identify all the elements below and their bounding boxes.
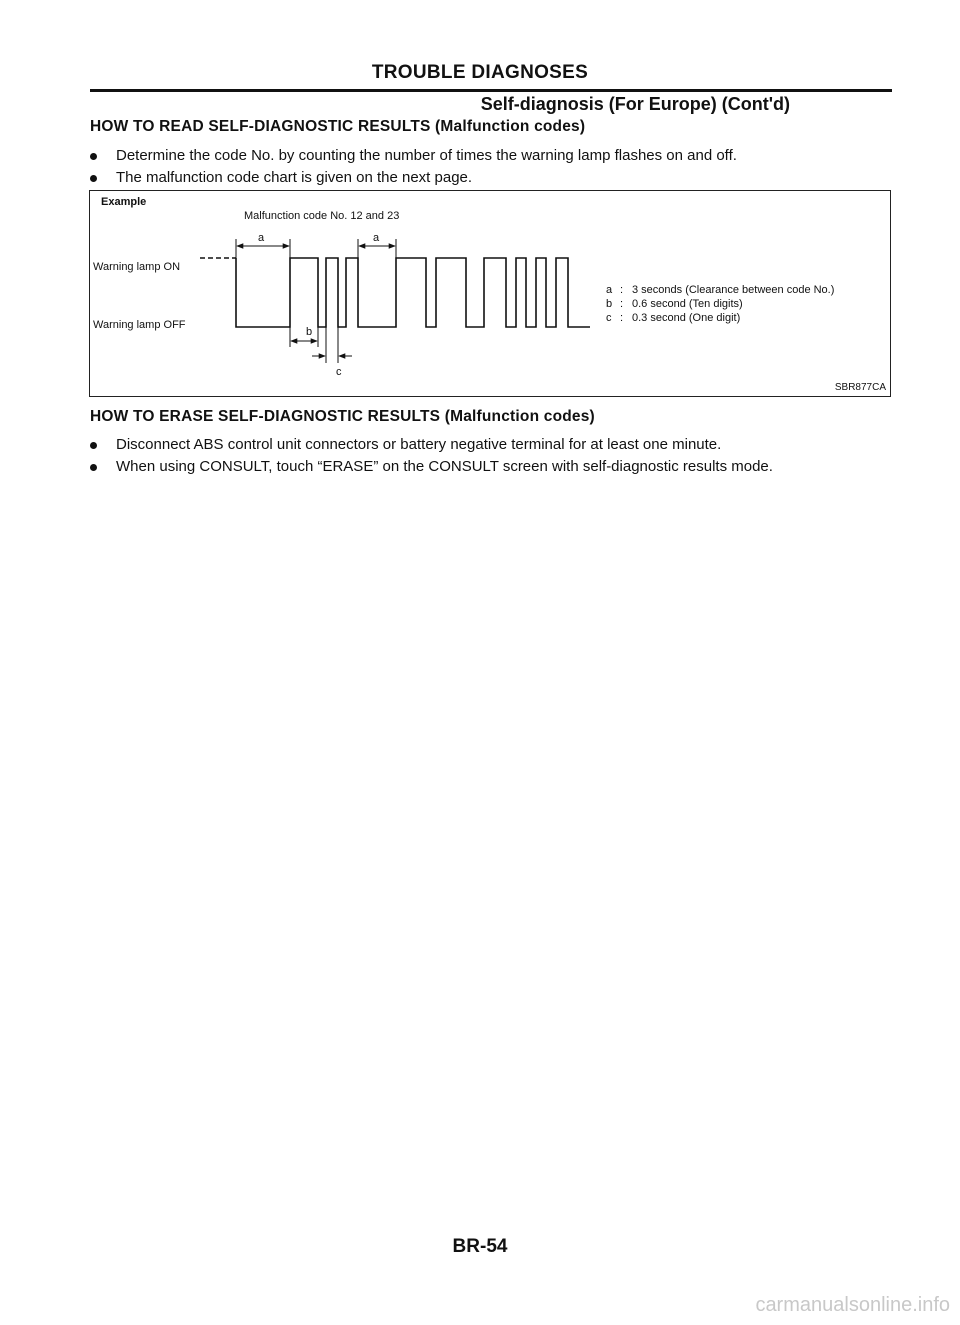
read-results-heading: HOW TO READ SELF-DIAGNOSTIC RESULTS (Malfunction codes) (90, 118, 586, 135)
bullet-icon (90, 153, 97, 160)
warning-lamp-diagram (90, 191, 892, 398)
legend-text: 0.6 second (Ten digits) (632, 298, 743, 310)
list-item (90, 167, 737, 189)
erase-results-heading: HOW TO ERASE SELF-DIAGNOSTIC RESULTS (Malfunction codes) (90, 408, 595, 425)
page-title: TROUBLE DIAGNOSES (371, 62, 589, 83)
page-number: BR-54 (452, 1236, 508, 1257)
bullet-text: The malfunction code chart is given on the next page. (116, 169, 473, 186)
list-item (90, 434, 773, 456)
marker-a-label: a (373, 232, 380, 244)
read-results-bullets (90, 145, 737, 189)
legend-text: 3 seconds (Clearance between code No.) (632, 284, 835, 296)
lamp-off-label: Warning lamp OFF (93, 319, 186, 331)
bullet-icon (90, 442, 97, 449)
signal-waveform (236, 258, 590, 327)
bullet-icon (90, 464, 97, 471)
bullet-text: Disconnect ABS control unit connectors or battery negative terminal for at least one minute. (116, 436, 722, 453)
title-rule (90, 89, 892, 92)
legend-text: 0.3 second (One digit) (632, 312, 741, 324)
figure-legend (606, 284, 834, 324)
section-subtitle: Self-diagnosis (For Europe) (Cont'd) (480, 94, 790, 114)
list-item (90, 456, 773, 478)
figure-id: SBR877CA (834, 382, 886, 393)
marker-c-label: c (336, 366, 342, 378)
bullet-text: When using CONSULT, touch “ERASE” on the CONSULT screen with self-diagnostic results mode. (116, 458, 773, 475)
example-label: Example (101, 196, 147, 208)
lamp-on-label: Warning lamp ON (93, 261, 181, 273)
legend-separator: : (620, 298, 624, 310)
list-item (90, 145, 737, 167)
figure-caption: Malfunction code No. 12 and 23 (244, 210, 400, 222)
marker-b-label: b (306, 326, 313, 338)
erase-results-bullets (90, 434, 773, 478)
legend-key: a (606, 284, 613, 296)
legend-key: c (606, 312, 612, 324)
bullet-icon (90, 175, 97, 182)
legend-separator: : (620, 312, 624, 324)
warning-lamp-figure (89, 190, 891, 397)
watermark: carmanualsonline.info (755, 1294, 950, 1316)
bullet-text: Determine the code No. by counting the number of times the warning lamp flashes on and off. (116, 147, 737, 164)
legend-separator: : (620, 284, 624, 296)
legend-key: b (606, 298, 613, 310)
marker-a-label: a (258, 232, 265, 244)
